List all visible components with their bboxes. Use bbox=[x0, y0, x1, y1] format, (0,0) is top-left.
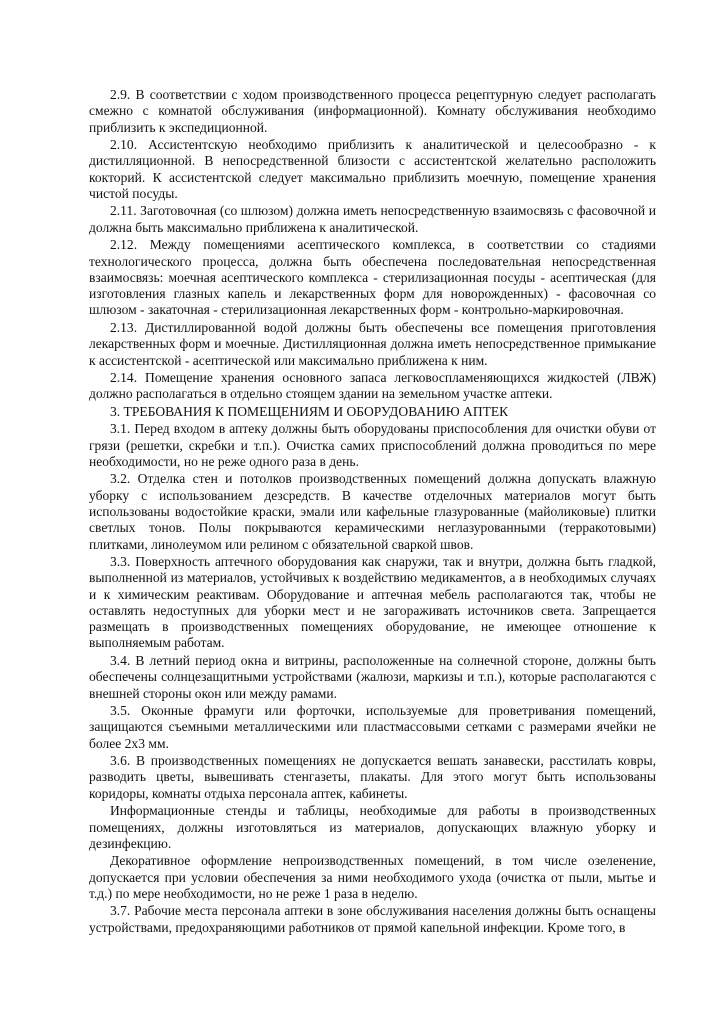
paragraph-2-13: 2.13. Дистиллированной водой должны быть обеспечены все помещения приготовления лекарственных форм и моечные. Дистилляционная должна иметь непосредственное примыкание к ассистентской - асептической или максимально приближена к ним. bbox=[89, 319, 656, 368]
paragraph-3-7: 3.7. Рабочие места персонала аптеки в зоне обслуживания населения должны быть оснащены устройствами, предохраняющими работников от прямой капельной инфекции. Кроме того, в bbox=[89, 903, 656, 935]
paragraph-3-3: 3.3. Поверхность аптечного оборудования как снаружи, так и внутри, должна быть гладкой, выполненной из материалов, устойчивых к воздействию медикаментов, а в необходимых случаях и к химическим реактивам. Оборудование и аптечная мебель располагаются так, чтобы не оставлять недоступных для уборки мест и не загораживать источников света. Запрещается размещать в производственных помещениях оборудование, не имеющее отношение к выполняемым работам. bbox=[89, 554, 656, 651]
paragraph-2-14: 2.14. Помещение хранения основного запаса легковоспламеняющихся жидкостей (ЛВЖ) должно располагаться в отдельно стоящем здании на земельном участке аптеки. bbox=[89, 369, 656, 402]
paragraph-3-6: 3.6. В производственных помещениях не допускается вешать занавески, расстилать ковры, разводить цветы, вывешивать стенгазеты, плакаты. Для этого могут быть использованы коридоры, комнаты отдыха персонала аптек, кабинеты. bbox=[89, 753, 656, 801]
paragraph-decor: Декоративное оформление непроизводственных помещений, в том числе озеленение, допускается при условии обеспечения за ними необходимого ухода (очистка от пыли, мытье и т.д.) по мере необходимости, но не реже 1 раза в неделю. bbox=[89, 853, 656, 901]
paragraph-2-10: 2.10. Ассистентскую необходимо приблизить к аналитической и целесообразно - к дистилляционной. В непосредственной близости с ассистентской желательно расположить кокторий. К ассистентской следует максимально приблизить моечную, помещение хранения чистой посуды. bbox=[89, 137, 656, 201]
paragraph-2-9: 2.9. В соответствии с ходом производственного процесса рецептурную следует располагать смежно с комнатой обслуживания (информационной). Комнату обслуживания необходимо приблизить к экспедиционной. bbox=[89, 87, 656, 135]
paragraph-3-5: 3.5. Оконные фрамуги или форточки, используемые для проветривания помещений, защищаются съемными металлическими или пластмассовыми сетками с размерами ячейки не более 2х3 мм. bbox=[89, 703, 656, 751]
paragraph-2-12: 2.12. Между помещениями асептического комплекса, в соответствии со стадиями технологического процесса, должна быть обеспечена последовательная непосредственная взаимосвязь: моечная асептического комплекса - стерилизационная посуды - асептическая (для изготовления глазных капель и лекарственных форм для новорожденных) - фасовочная со шлюзом - закаточная - стерилизационная лекарственных форм - контрольно-маркировочная. bbox=[89, 237, 656, 318]
paragraph-3-4: 3.4. В летний период окна и витрины, расположенные на солнечной стороне, должны быть обеспечены солнцезащитными устройствами (жалюзи, маркизы и т.п.), которые располагаются с внешней стороны окон или между рамами. bbox=[89, 652, 656, 701]
section-heading-3: 3. ТРЕБОВАНИЯ К ПОМЕЩЕНИЯМ И ОБОРУДОВАНИЮ АПТЕК bbox=[110, 403, 509, 419]
paragraph-3-2: 3.2. Отделка стен и потолков производственных помещений должна допускать влажную уборку с использованием дезсредств. В качестве отделочных материалов могут быть использованы водостойкие краски, эмали или кафельные глазурованные (майоликовые) плитки светлых тонов. Полы покрываются керамическими неглазурованными (терракотовыми) плитками, линолеумом или релином с обязательной сваркой швов. bbox=[89, 471, 656, 552]
paragraph-2-11: 2.11. Заготовочная (со шлюзом) должна иметь непосредственную взаимосвязь с фасовочной и должна быть максимально приближена к аналитической. bbox=[89, 203, 656, 235]
paragraph-3-1: 3.1. Перед входом в аптеку должны быть оборудованы приспособления для очистки обуви от грязи (решетки, скребки и т.п.). Очистка самих приспособлений должна проводиться по мере необходимости, но не реже одного раза в день. bbox=[89, 421, 656, 469]
document-page bbox=[89, 87, 656, 937]
paragraph-info-stands: Информационные стенды и таблицы, необходимые для работы в производственных помещениях, должны изготовляться из материалов, допускающих влажную уборку и дезинфекцию. bbox=[89, 803, 656, 851]
